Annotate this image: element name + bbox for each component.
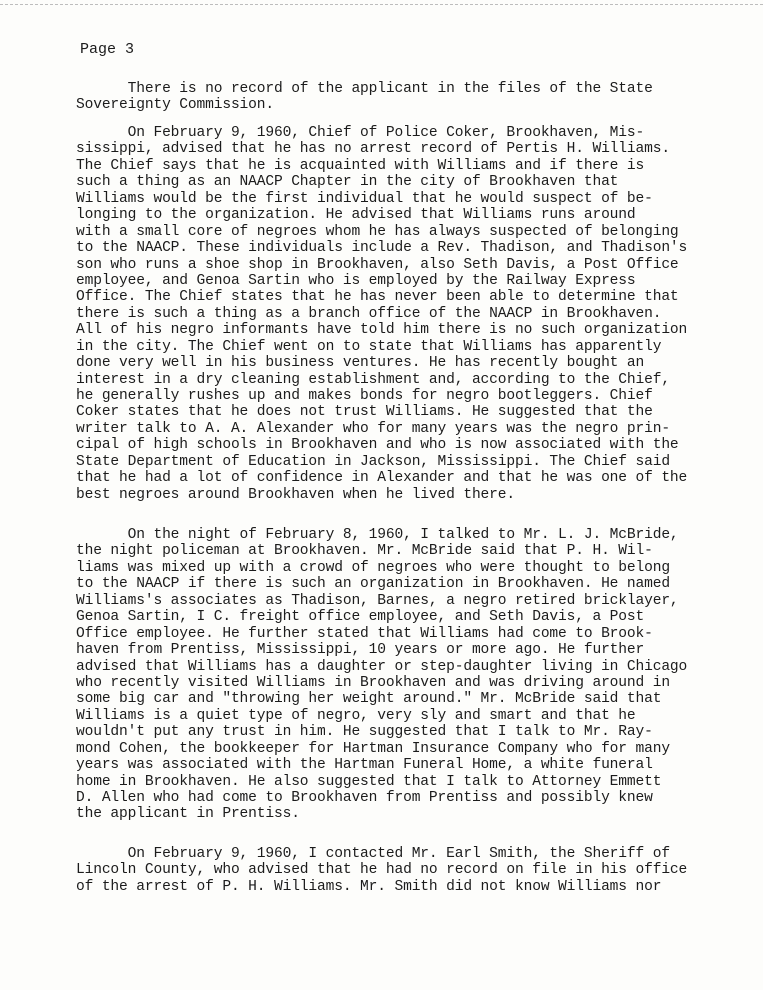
paragraph-1: [76, 81, 726, 114]
text-line: All of his negro informants have told him there is no such organization: [76, 322, 688, 339]
text-line: with a small core of negroes whom he has always suspected of belonging: [76, 223, 679, 240]
text-line: There is no record of the applicant in the files of the State: [76, 81, 653, 97]
text-line: done very well in his business ventures. He has recently bought an: [76, 355, 645, 372]
page-number: Page 3: [80, 41, 135, 58]
text-line: who recently visited Williams in Brookhaven and was driving around in: [76, 674, 670, 691]
text-line: such a thing as an NAACP Chapter in the city of Brookhaven that: [76, 174, 619, 191]
paragraph-4: [76, 846, 726, 895]
text-line: sissippi, advised that he has no arrest record of Pertis H. Williams.: [76, 141, 670, 158]
text-line: Office. The Chief states that he has never been able to determine that: [76, 289, 679, 306]
text-line: employee, and Genoa Sartin who is employed by the Railway Express: [76, 272, 636, 289]
text-line: cipal of high schools in Brookhaven and who is now associated with the: [76, 437, 679, 454]
text-line: to the NAACP if there is such an organization in Brookhaven. He named: [76, 576, 670, 593]
text-line: longing to the organization. He advised that Williams runs around: [76, 207, 636, 224]
text-line: mond Cohen, the bookkeeper for Hartman Insurance Company who for many: [76, 740, 670, 757]
text-line: Lincoln County, who advised that he had no record on file in his office: [76, 862, 688, 879]
paragraph-3: [76, 527, 726, 823]
text-line: best negroes around Brookhaven when he lived there.: [76, 486, 515, 503]
text-line: liams was mixed up with a crowd of negroes who were thought to belong: [76, 559, 670, 576]
text-line: there is such a thing as a branch office of the NAACP in Brookhaven.: [76, 305, 662, 322]
text-line: home in Brookhaven. He also suggested that I talk to Attorney Emmett: [76, 773, 662, 790]
text-line: Sovereignty Commission.: [76, 97, 274, 114]
text-line: in the city. The Chief went on to state that Williams has apparently: [76, 338, 662, 355]
paragraph-2: [76, 125, 726, 503]
text-line: wouldn't put any trust in him. He suggested that I talk to Mr. Ray-: [76, 724, 653, 741]
text-line: State Department of Education in Jackson, Mississippi. The Chief said: [76, 453, 670, 470]
text-line: haven from Prentiss, Mississippi, 10 years or more ago. He further: [76, 642, 645, 659]
text-line: years was associated with the Hartman Funeral Home, a white funeral: [76, 757, 653, 774]
text-line: writer talk to A. A. Alexander who for many years was the negro prin-: [76, 420, 670, 437]
top-edge-rule: [0, 4, 763, 5]
text-line: to the NAACP. These individuals include a Rev. Thadison, and Thadison's: [76, 240, 688, 257]
text-line: Williams is a quiet type of negro, very sly and smart and that he: [76, 707, 636, 724]
text-line: advised that Williams has a daughter or step-daughter living in Chicago: [76, 658, 688, 675]
text-line: the applicant in Prentiss.: [76, 806, 300, 823]
text-line: Genoa Sartin, I C. freight office employee, and Seth Davis, a Post: [76, 609, 645, 626]
text-line: On February 9, 1960, Chief of Police Coker, Brookhaven, Mis-: [76, 125, 645, 141]
text-line: D. Allen who had come to Brookhaven from Prentiss and possibly knew: [76, 790, 653, 806]
text-line: Williams's associates as Thadison, Barnes, a negro retired bricklayer,: [76, 592, 679, 609]
text-line: of the arrest of P. H. Williams. Mr. Smith did not know Williams nor: [76, 878, 662, 895]
text-line: On the night of February 8, 1960, I talked to Mr. L. J. McBride,: [76, 527, 679, 543]
text-line: The Chief says that he is acquainted with Williams and if there is: [76, 157, 645, 174]
text-line: the night policeman at Brookhaven. Mr. McBride said that P. H. Wil-: [76, 543, 653, 560]
text-line: son who runs a shoe shop in Brookhaven, also Seth Davis, a Post Office: [76, 256, 679, 273]
text-line: Office employee. He further stated that Williams had come to Brook-: [76, 625, 653, 642]
text-line: Williams would be the first individual that he would suspect of be-: [76, 190, 653, 207]
text-line: Coker states that he does not trust Williams. He suggested that the: [76, 404, 653, 421]
text-line: On February 9, 1960, I contacted Mr. Earl Smith, the Sheriff of: [76, 846, 670, 862]
text-line: that he had a lot of confidence in Alexander and that he was one of the: [76, 470, 688, 487]
text-line: interest in a dry cleaning establishment and, according to the Chief,: [76, 371, 670, 388]
text-line: he generally rushes up and makes bonds for negro bootleggers. Chief: [76, 388, 653, 404]
text-line: some big car and "throwing her weight around." Mr. McBride said that: [76, 691, 662, 708]
